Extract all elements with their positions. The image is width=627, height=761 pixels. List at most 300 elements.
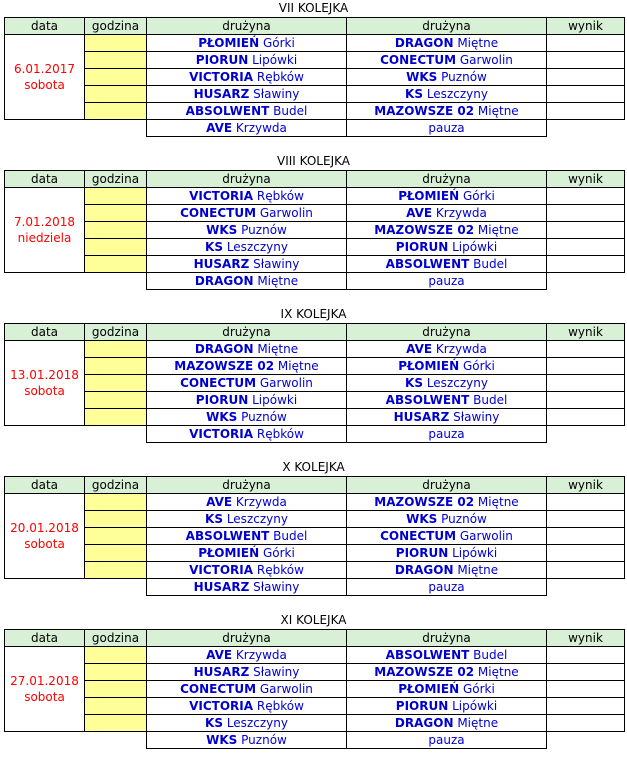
home-team: [147, 52, 347, 69]
away-team: [347, 256, 547, 273]
date-cell: [5, 647, 85, 732]
result-cell[interactable]: [547, 35, 625, 52]
away-team: [347, 511, 547, 528]
away-team: [347, 647, 547, 664]
away-team: [347, 494, 547, 511]
team-name: AVE: [206, 648, 233, 662]
result-cell[interactable]: [547, 681, 625, 698]
pause-label: pauza: [347, 579, 547, 596]
home-team: [147, 222, 347, 239]
team-town: Garwolin: [459, 529, 513, 543]
round-title: XI KOLEJKA: [280, 613, 347, 627]
time-cell[interactable]: [85, 528, 147, 545]
header-godzina: godzina: [85, 477, 147, 494]
away-team: [347, 409, 547, 426]
blank-cell: [5, 732, 85, 749]
team-town: Puznów: [241, 410, 287, 424]
blank-cell: [547, 732, 625, 749]
team-town: Miętne: [477, 665, 519, 679]
pause-label: pauza: [347, 273, 547, 290]
team-town: Lipówki: [452, 240, 498, 254]
date-cell: [5, 341, 85, 426]
time-cell[interactable]: [85, 698, 147, 715]
team-name: KS: [405, 376, 423, 390]
time-cell[interactable]: [85, 52, 147, 69]
pause-label: pauza: [347, 120, 547, 137]
header-data: data: [5, 171, 85, 188]
team-name: DRAGON: [194, 274, 254, 288]
team-name: MAZOWSZE 02: [374, 665, 475, 679]
result-cell[interactable]: [547, 239, 625, 256]
result-cell[interactable]: [547, 698, 625, 715]
team-town: Budel: [473, 393, 508, 407]
match-row: [5, 86, 625, 103]
time-cell[interactable]: [85, 222, 147, 239]
team-name: WKS: [206, 410, 238, 424]
header-godzina: godzina: [85, 630, 147, 647]
team-town: Miętne: [477, 104, 519, 118]
time-cell[interactable]: [85, 358, 147, 375]
team-name: KS: [205, 512, 223, 526]
match-row: [5, 375, 625, 392]
home-team: [147, 698, 347, 715]
header-godzina: godzina: [85, 171, 147, 188]
pausing-team: [147, 273, 347, 290]
blank-cell: [547, 579, 625, 596]
home-team: [147, 664, 347, 681]
result-cell[interactable]: [547, 664, 625, 681]
time-cell[interactable]: [85, 256, 147, 273]
home-team: [147, 409, 347, 426]
match-row: [5, 494, 625, 511]
result-cell[interactable]: [547, 103, 625, 120]
header-wynik: wynik: [547, 171, 625, 188]
team-town: Górki: [462, 189, 495, 203]
result-cell[interactable]: [547, 409, 625, 426]
away-team: [347, 698, 547, 715]
team-name: KS: [405, 87, 423, 101]
away-team: [347, 358, 547, 375]
team-town: Puznów: [241, 733, 287, 747]
result-cell[interactable]: [547, 358, 625, 375]
match-row: [5, 69, 625, 86]
match-row: [5, 52, 625, 69]
team-name: PIORUN: [395, 546, 449, 560]
team-name: AVE: [206, 121, 233, 135]
team-town: Rębków: [256, 189, 304, 203]
result-cell[interactable]: [547, 562, 625, 579]
pausing-team: [147, 579, 347, 596]
date-cell: [5, 188, 85, 273]
team-town: Puznów: [241, 223, 287, 237]
home-team: [147, 375, 347, 392]
header-team2: drużyna: [347, 630, 547, 647]
match-row: [5, 341, 625, 358]
home-team: [147, 358, 347, 375]
time-cell[interactable]: [85, 664, 147, 681]
team-town: Lipówki: [252, 393, 298, 407]
home-team: [147, 103, 347, 120]
team-name: MAZOWSZE 02: [174, 359, 275, 373]
team-name: AVE: [206, 495, 233, 509]
away-team: [347, 392, 547, 409]
pausing-team: [147, 120, 347, 137]
home-team: [147, 647, 347, 664]
header-team2: drużyna: [347, 171, 547, 188]
team-town: Górki: [462, 682, 495, 696]
team-town: Lipówki: [252, 53, 298, 67]
team-town: Lipówki: [452, 546, 498, 560]
time-cell[interactable]: [85, 205, 147, 222]
home-team: [147, 528, 347, 545]
time-cell[interactable]: [85, 562, 147, 579]
match-row: [5, 222, 625, 239]
team-name: PIORUN: [395, 699, 449, 713]
header-row: [5, 18, 625, 35]
time-cell[interactable]: [85, 188, 147, 205]
away-team: [347, 664, 547, 681]
team-town: Górki: [262, 36, 295, 50]
header-team1: drużyna: [147, 171, 347, 188]
result-cell[interactable]: [547, 494, 625, 511]
blank-cell: [547, 120, 625, 137]
team-town: Budel: [473, 257, 508, 271]
team-name: DRAGON: [394, 716, 454, 730]
header-data: data: [5, 630, 85, 647]
away-team: [347, 375, 547, 392]
match-row: [5, 562, 625, 579]
pause-label: pauza: [347, 426, 547, 443]
team-name: MAZOWSZE 02: [374, 104, 475, 118]
team-name: WKS: [406, 512, 438, 526]
team-name: PIORUN: [195, 393, 249, 407]
round-title: IX KOLEJKA: [280, 307, 347, 321]
header-team1: drużyna: [147, 324, 347, 341]
match-row: [5, 698, 625, 715]
team-name: DRAGON: [394, 36, 454, 50]
team-name: CONECTUM: [180, 682, 257, 696]
header-data: data: [5, 324, 85, 341]
pausing-team: [147, 426, 347, 443]
header-team2: drużyna: [347, 477, 547, 494]
team-town: Puznów: [441, 70, 487, 84]
team-town: Górki: [262, 546, 295, 560]
team-town: Krzywda: [435, 206, 487, 220]
match-row: [5, 681, 625, 698]
time-cell[interactable]: [85, 239, 147, 256]
team-name: VICTORIA: [189, 427, 254, 441]
result-cell[interactable]: [547, 375, 625, 392]
match-row: [5, 205, 625, 222]
result-cell[interactable]: [547, 341, 625, 358]
header-godzina: godzina: [85, 18, 147, 35]
team-town: Budel: [273, 529, 308, 543]
team-town: Rębków: [256, 699, 304, 713]
team-town: Lipówki: [452, 699, 498, 713]
team-name: KS: [205, 240, 223, 254]
team-name: AVE: [406, 206, 433, 220]
away-team: [347, 205, 547, 222]
team-name: CONECTUM: [180, 376, 257, 390]
header-row: [5, 630, 625, 647]
time-cell[interactable]: [85, 681, 147, 698]
match-row: [5, 545, 625, 562]
team-town: Leszczyny: [426, 376, 488, 390]
team-town: Garwolin: [259, 376, 313, 390]
away-team: [347, 528, 547, 545]
home-team: [147, 562, 347, 579]
pause-row: [5, 273, 625, 290]
team-name: ABSOLWENT: [385, 393, 470, 407]
home-team: [147, 341, 347, 358]
round-table: [4, 170, 625, 290]
team-town: Leszczyny: [226, 512, 288, 526]
header-row: [5, 324, 625, 341]
result-cell[interactable]: [547, 511, 625, 528]
blank-cell: [85, 120, 147, 137]
header-team1: drużyna: [147, 18, 347, 35]
time-cell[interactable]: [85, 545, 147, 562]
team-name: HUSARZ: [193, 87, 250, 101]
time-cell[interactable]: [85, 494, 147, 511]
result-cell[interactable]: [547, 52, 625, 69]
match-row: [5, 188, 625, 205]
team-name: PŁOMIEŃ: [198, 36, 260, 50]
away-team: [347, 188, 547, 205]
team-name: ABSOLWENT: [385, 648, 470, 662]
team-town: Krzywda: [235, 495, 287, 509]
header-wynik: wynik: [547, 324, 625, 341]
header-team2: drużyna: [347, 18, 547, 35]
team-name: PIORUN: [195, 53, 249, 67]
home-team: [147, 256, 347, 273]
time-cell[interactable]: [85, 35, 147, 52]
home-team: [147, 681, 347, 698]
date-text: 13.01.2018: [10, 368, 79, 382]
time-cell[interactable]: [85, 375, 147, 392]
team-town: Miętne: [477, 495, 519, 509]
away-team: [347, 52, 547, 69]
team-town: Leszczyny: [426, 87, 488, 101]
date-text: 6.01.2017: [13, 62, 76, 76]
away-team: [347, 86, 547, 103]
result-cell[interactable]: [547, 69, 625, 86]
header-data: data: [5, 477, 85, 494]
team-name: DRAGON: [394, 563, 454, 577]
pausing-team: [147, 732, 347, 749]
time-cell[interactable]: [85, 69, 147, 86]
blank-cell: [85, 732, 147, 749]
team-name: HUSARZ: [193, 665, 250, 679]
pause-row: [5, 426, 625, 443]
match-row: [5, 239, 625, 256]
header-wynik: wynik: [547, 630, 625, 647]
away-team: [347, 103, 547, 120]
home-team: [147, 511, 347, 528]
time-cell[interactable]: [85, 409, 147, 426]
away-team: [347, 562, 547, 579]
time-cell[interactable]: [85, 715, 147, 732]
result-cell[interactable]: [547, 86, 625, 103]
team-name: WKS: [206, 223, 238, 237]
home-team: [147, 392, 347, 409]
team-name: VICTORIA: [189, 189, 254, 203]
day-text: sobota: [24, 690, 65, 704]
blank-cell: [5, 426, 85, 443]
home-team: [147, 545, 347, 562]
team-name: HUSARZ: [193, 580, 250, 594]
pause-row: [5, 579, 625, 596]
blank-cell: [5, 120, 85, 137]
team-town: Miętne: [477, 223, 519, 237]
header-team1: drużyna: [147, 630, 347, 647]
blank-cell: [85, 426, 147, 443]
header-godzina: godzina: [85, 324, 147, 341]
team-name: HUSARZ: [393, 410, 450, 424]
round-table: [4, 629, 625, 749]
team-name: HUSARZ: [193, 257, 250, 271]
result-cell[interactable]: [547, 222, 625, 239]
match-row: [5, 647, 625, 664]
team-name: CONECTUM: [380, 529, 457, 543]
team-town: Sławiny: [253, 580, 300, 594]
round-table: [4, 17, 625, 137]
round-table: [4, 323, 625, 443]
team-town: Sławiny: [453, 410, 500, 424]
away-team: [347, 35, 547, 52]
team-name: VICTORIA: [189, 563, 254, 577]
date-text: 20.01.2018: [10, 521, 79, 535]
team-name: KS: [205, 716, 223, 730]
header-team1: drużyna: [147, 477, 347, 494]
home-team: [147, 205, 347, 222]
header-row: [5, 171, 625, 188]
header-team2: drużyna: [347, 324, 547, 341]
team-town: Puznów: [441, 512, 487, 526]
time-cell[interactable]: [85, 103, 147, 120]
away-team: [347, 341, 547, 358]
team-name: ABSOLWENT: [185, 104, 270, 118]
home-team: [147, 494, 347, 511]
team-town: Rębków: [256, 70, 304, 84]
away-team: [347, 239, 547, 256]
match-row: [5, 256, 625, 273]
team-name: CONECTUM: [380, 53, 457, 67]
team-name: PŁOMIEŃ: [198, 546, 260, 560]
team-town: Krzywda: [435, 342, 487, 356]
result-cell[interactable]: [547, 715, 625, 732]
day-text: sobota: [24, 78, 65, 92]
team-name: PIORUN: [395, 240, 449, 254]
home-team: [147, 86, 347, 103]
team-town: Rębków: [256, 563, 304, 577]
team-town: Garwolin: [459, 53, 513, 67]
team-name: VICTORIA: [189, 70, 254, 84]
team-name: PŁOMIEŃ: [398, 189, 460, 203]
day-text: sobota: [24, 384, 65, 398]
time-cell[interactable]: [85, 341, 147, 358]
team-name: DRAGON: [194, 342, 254, 356]
team-name: ABSOLWENT: [385, 257, 470, 271]
team-town: Miętne: [457, 563, 499, 577]
blank-cell: [85, 579, 147, 596]
date-text: 7.01.2018: [13, 215, 76, 229]
time-cell[interactable]: [85, 647, 147, 664]
header-wynik: wynik: [547, 477, 625, 494]
result-cell[interactable]: [547, 392, 625, 409]
blank-cell: [547, 273, 625, 290]
team-name: MAZOWSZE 02: [374, 223, 475, 237]
team-town: Garwolin: [259, 682, 313, 696]
home-team: [147, 188, 347, 205]
team-town: Sławiny: [253, 257, 300, 271]
team-name: CONECTUM: [180, 206, 257, 220]
day-text: sobota: [24, 537, 65, 551]
team-town: Leszczyny: [226, 716, 288, 730]
result-cell[interactable]: [547, 188, 625, 205]
day-text: niedziela: [17, 231, 72, 245]
round-title: X KOLEJKA: [282, 460, 345, 474]
time-cell[interactable]: [85, 511, 147, 528]
team-town: Sławiny: [253, 665, 300, 679]
match-row: [5, 103, 625, 120]
date-cell: [5, 35, 85, 120]
home-team: [147, 35, 347, 52]
result-cell[interactable]: [547, 205, 625, 222]
result-cell[interactable]: [547, 545, 625, 562]
team-name: PŁOMIEŃ: [398, 359, 460, 373]
header-data: data: [5, 18, 85, 35]
team-town: Rębków: [256, 427, 304, 441]
round-title: VII KOLEJKA: [278, 1, 349, 15]
away-team: [347, 545, 547, 562]
team-town: Krzywda: [235, 121, 287, 135]
pause-row: [5, 120, 625, 137]
blank-cell: [547, 426, 625, 443]
match-row: [5, 358, 625, 375]
team-name: AVE: [406, 342, 433, 356]
team-name: WKS: [206, 733, 238, 747]
match-row: [5, 528, 625, 545]
blank-cell: [5, 579, 85, 596]
away-team: [347, 715, 547, 732]
team-name: PŁOMIEŃ: [398, 682, 460, 696]
team-name: ABSOLWENT: [185, 529, 270, 543]
away-team: [347, 222, 547, 239]
pause-row: [5, 732, 625, 749]
time-cell[interactable]: [85, 392, 147, 409]
match-row: [5, 511, 625, 528]
date-cell: [5, 494, 85, 579]
home-team: [147, 69, 347, 86]
match-row: [5, 35, 625, 52]
match-row: [5, 664, 625, 681]
team-name: VICTORIA: [189, 699, 254, 713]
team-town: Budel: [473, 648, 508, 662]
team-town: Miętne: [277, 359, 319, 373]
team-town: Garwolin: [259, 206, 313, 220]
team-name: MAZOWSZE 02: [374, 495, 475, 509]
team-name: WKS: [406, 70, 438, 84]
date-text: 27.01.2018: [10, 674, 79, 688]
header-row: [5, 477, 625, 494]
result-cell[interactable]: [547, 256, 625, 273]
time-cell[interactable]: [85, 86, 147, 103]
result-cell[interactable]: [547, 647, 625, 664]
result-cell[interactable]: [547, 528, 625, 545]
header-wynik: wynik: [547, 18, 625, 35]
team-town: Sławiny: [253, 87, 300, 101]
